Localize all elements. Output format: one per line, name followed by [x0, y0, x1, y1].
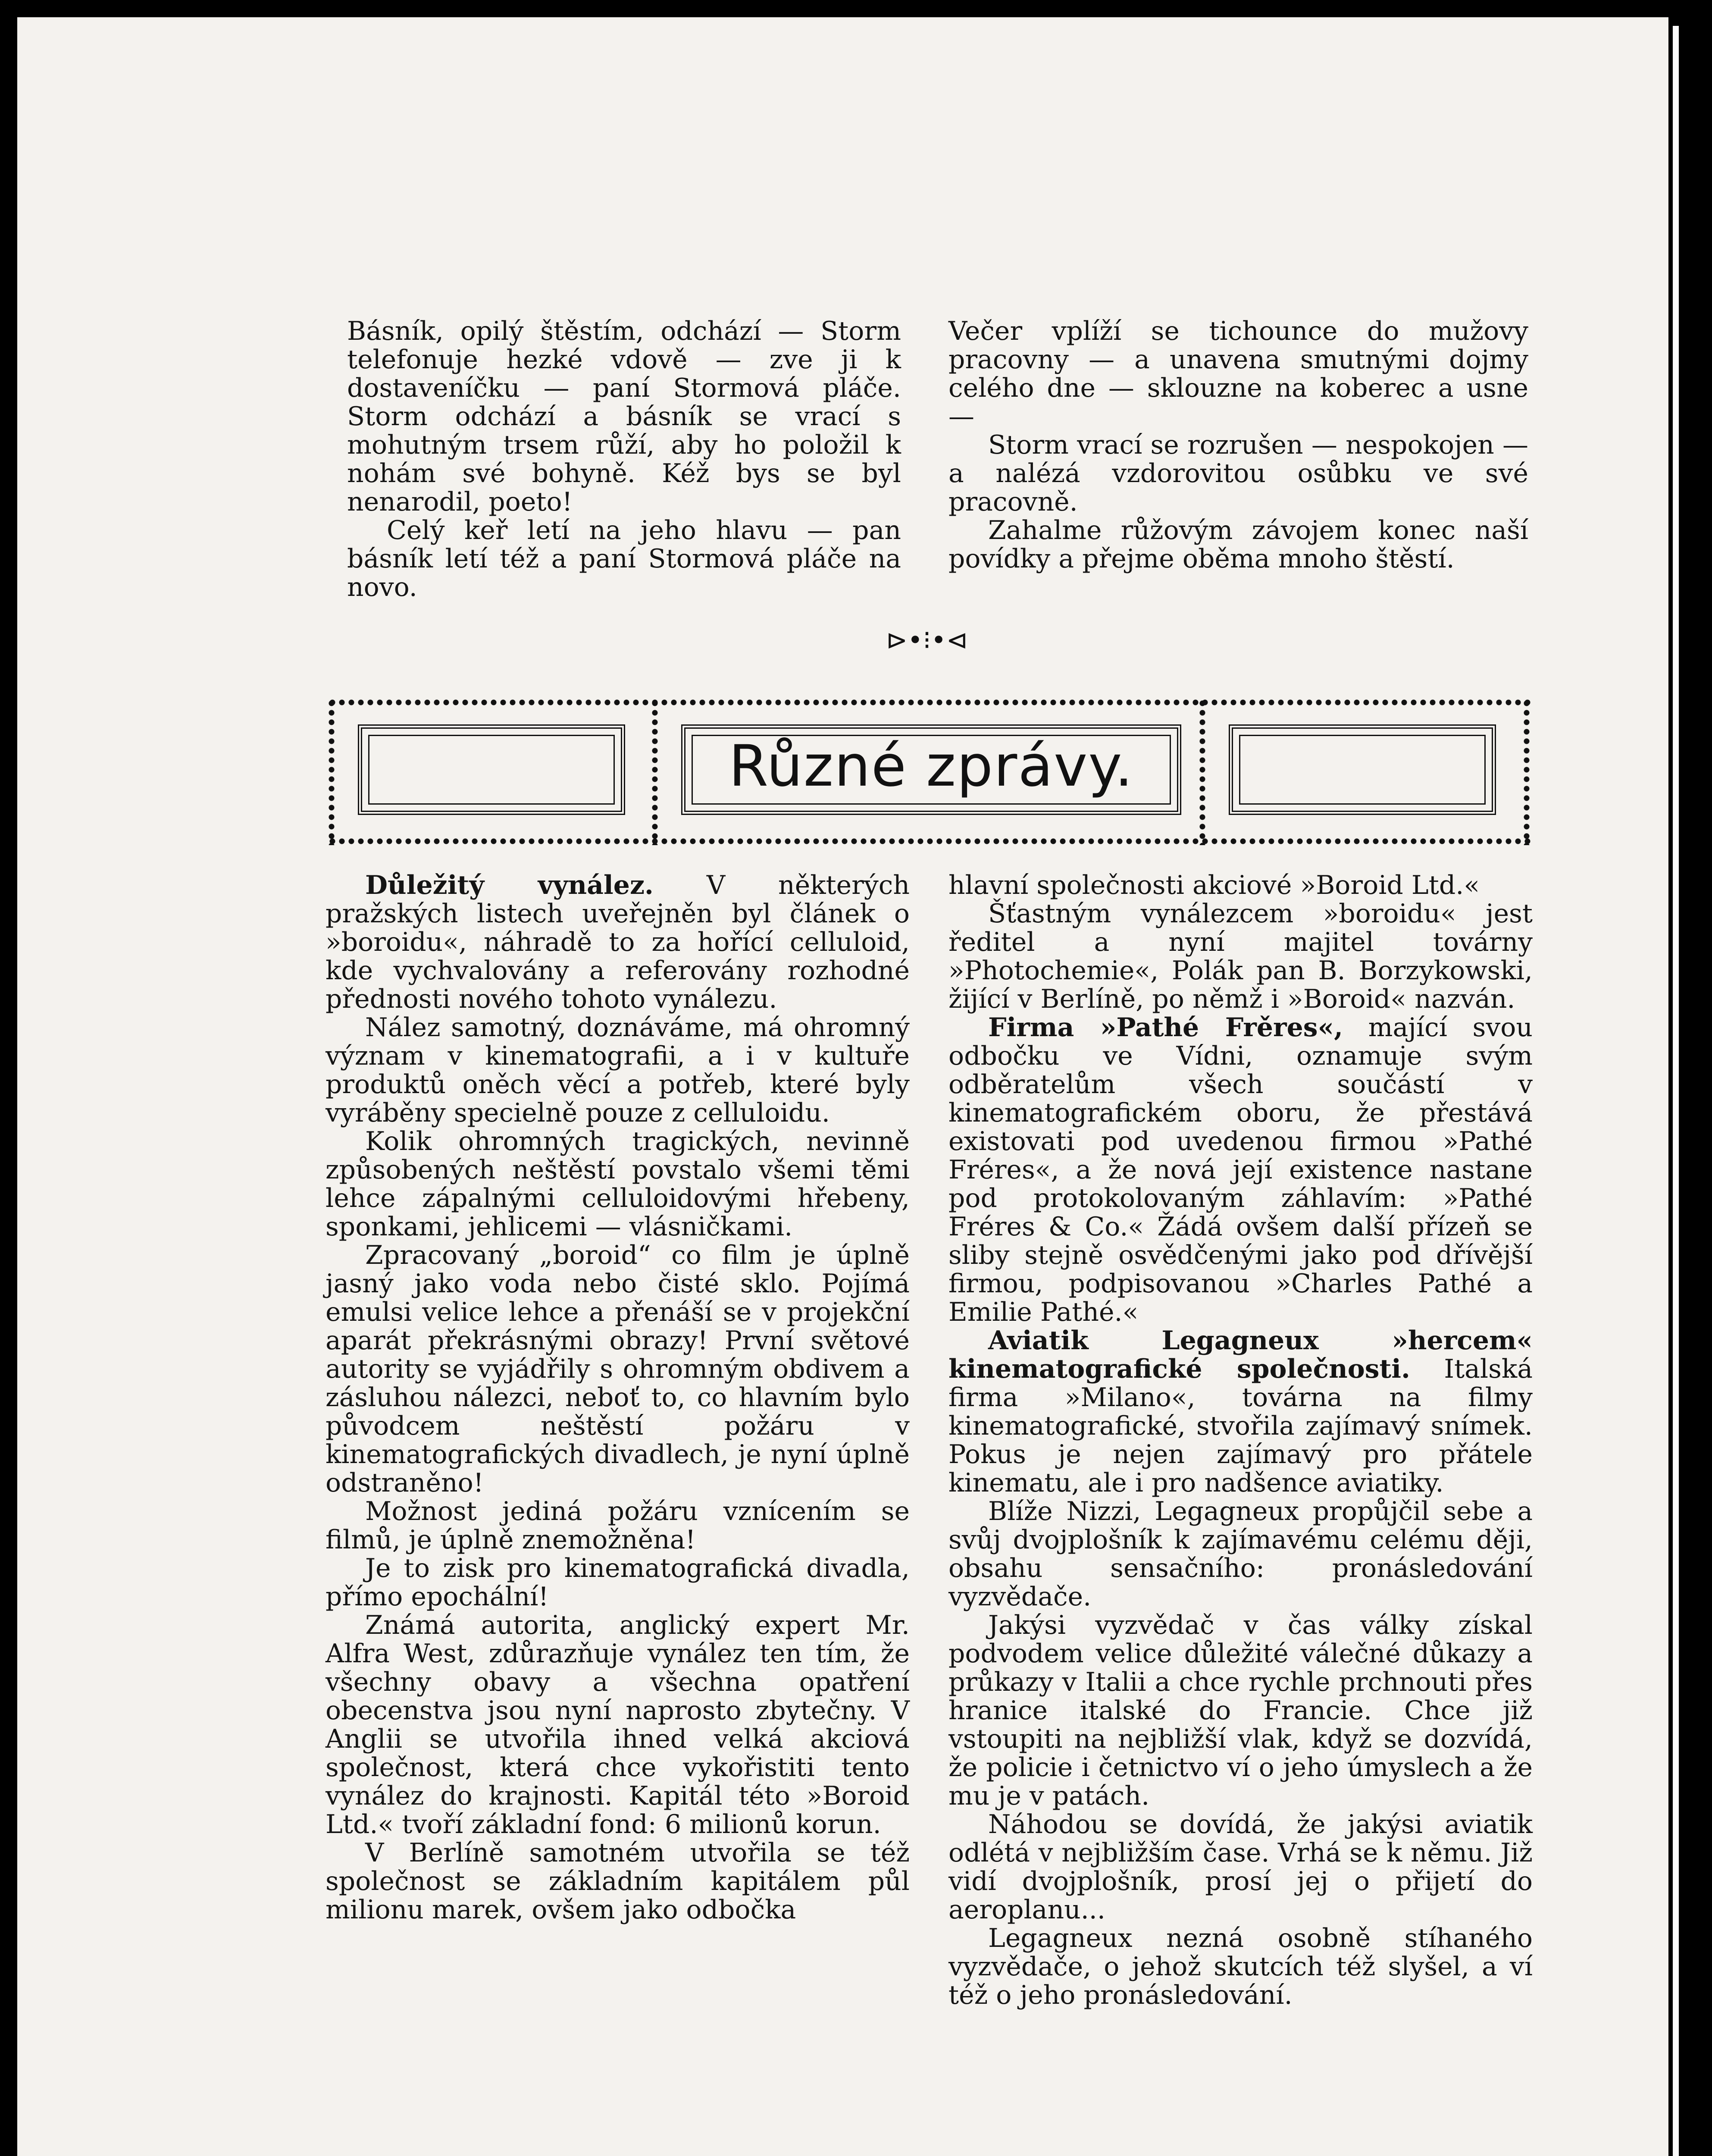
news-paragraph: Šťastným vynálezcem »boroidu« jest ředitel a nyní majitel továrny »Photochemie«, Polák pan B. Borzykowski, žijící v Berlíně, po němž i »Boroid« nazván.: [948, 899, 1533, 1014]
top-left-column: [347, 317, 901, 602]
dotted-separator-right: [1199, 699, 1206, 845]
section-header-band: [328, 699, 1530, 845]
news-paragraph: Kolik ohromných tragických, nevinně způsobených neštěstí povstalo všemi těmi lehce zápalnými celluloidovými hřebeny, sponkami, jehlicemi — vlásničkami.: [325, 1126, 910, 1242]
news-paragraph: Je to zisk pro kinematografická divadla, přímo epochální!: [325, 1553, 910, 1612]
page-edge: [1673, 26, 1679, 2156]
news-paragraph: Zpracovaný „boroid“ co film je úplně jasný jako voda nebo čisté sklo. Pojímá emulsi velice lehce a přenáší se v projekční aparát překrásnými obrazy! První světové autority se vyjádřily s ohromným obdivem a zásluhou nálezci, neboť to, co hlavním bylo původcem neštěstí požáru v kinematografických divadlech, je nyní úplně odstraněno!: [325, 1240, 910, 1498]
news-heading: Aviatik Legagneux »hercem« kinematografické společnosti.: [948, 1326, 1533, 1384]
news-continuation: hlavní společnosti akciové »Boroid Ltd.«: [948, 870, 1480, 900]
right-news-column: [948, 871, 1533, 2009]
story-paragraph: Básník, opilý štěstím, odchází — Storm telefonuje hezké vdově — zve ji k dostaveníčku — paní Stormová pláče. Storm odchází a básník se vrací s mohutným trsem růží, aby ho položil k nohám své bohyně. Kéž bys se byl nenarodil, poeto!: [347, 316, 901, 517]
news-item-legagneux: [948, 1326, 1533, 1497]
story-paragraph: Večer vplíží se tichounce do mužovy pracovny — a unavena smutnými dojmy celého dne — sklouzne na koberec a usne —: [948, 316, 1528, 432]
news-paragraph: Známá autorita, anglický expert Mr. Alfra West, zdůrazňuje vynález ten tím, že všechny obavy a všechna opatření obecenstva jsou nyní naprosto zbytečny. V Anglii se utvořila ihned velká akciová společnost, která chce vykořistiti tento vynález do krajnosti. Kapitál této »Boroid Ltd.« tvoří základní fond: 6 milionů korun.: [325, 1610, 910, 1839]
news-text: mající svou odbočku ve Vídni, oznamuje svým odběratelům všech součástí v kinematografickém oboru, že přestává existovati pod uvedenou firmou »Pathé Fréres«, a že nová její existence nastane pod protokolovaným záhlavím: »Pathé Fréres & Co.« Žádá ovšem další přízeň se sliby stejně osvědčenými jako pod dřívější firmou, podpisovanou »Charles Pathé a Emilie Pathé.«: [948, 1012, 1533, 1327]
left-news-column: [325, 871, 910, 1924]
dotted-border-bottom: [328, 837, 1530, 845]
dotted-border-left: [328, 699, 335, 845]
news-paragraph: Jakýsi vyzvědač v čas války získal podvodem velice důležité válečné důkazy a průkazy v Italii a chce rychle prchnouti přes hranice italské do Francie. Chce již vstoupiti na nejbližší vlak, když se dozvídá, že policie i četnictvo ví o jeho úmyslech a že mu je v patách.: [948, 1610, 1533, 1811]
news-heading: Firma »Pathé Frěres«,: [988, 1012, 1343, 1043]
news-paragraph: Nález samotný, doznáváme, má ohromný význam v kinematografii, a i v kultuře produktů oněch věcí a potřeb, které byly vyráběny specielně pouze z celluloidu.: [325, 1012, 910, 1128]
dotted-border-right: [1523, 699, 1530, 845]
dotted-border-top: [328, 699, 1530, 706]
news-item-pathe: [948, 1013, 1533, 1326]
news-paragraph: Možnost jediná požáru vznícením se filmů, je úplně znemožněna!: [325, 1496, 910, 1555]
news-heading: Důležitý vynález.: [365, 870, 654, 900]
empty-frame-right: [1229, 724, 1496, 815]
news-paragraph: Blíže Nizzi, Legagneux propůjčil sebe a svůj dvojplošník k zajímavému celému ději, obsahu sensačního: pronásledování vyzvědače.: [948, 1496, 1533, 1612]
story-paragraph: Zahalme růžovým závojem konec naší povídky a přejme oběma mnoho štěstí.: [948, 515, 1528, 574]
top-right-column: [948, 317, 1528, 573]
news-paragraph: V Berlíně samotném utvořila se též společnost se základním kapitálem půl milionu marek, ovšem jako odbočka: [325, 1838, 910, 1925]
empty-frame-left: [358, 724, 625, 815]
news-paragraph: Legagneux nezná osobně stíhaného vyzvědače, o jehož skutcích též slyšel, a ví též o jeho pronásledování.: [948, 1923, 1533, 2010]
divider-ornament: ⊳•⁝•⊲: [886, 625, 968, 655]
dotted-separator-left: [651, 699, 659, 845]
section-title: Různé zprávy.: [729, 733, 1134, 799]
story-paragraph: Celý keř letí na jeho hlavu — pan básník letí též a paní Stormová pláče na novo.: [347, 515, 901, 602]
news-lead-text: V některých pražských listech uveřejněn byl článek o »boroidu«, náhradě to za hořící celluloid, kde vychvalovány a referovány rozhodné přednosti nového tohoto vynálezu.: [325, 870, 910, 1014]
story-paragraph: Storm vrací se rozrušen — nespokojen — a nalézá vzdorovitou osůbku ve své pracovně.: [948, 430, 1528, 517]
news-text: Italská firma »Milano«, továrna na filmy kinematografické, stvořila zajímavý snímek. Pokus je nejen zajímavý pro přátele kinematu, ale i pro nadšence aviatiky.: [948, 1354, 1533, 1498]
news-paragraph: Náhodou se dovídá, že jakýsi aviatik odlétá v nejbližším čase. Vrhá se k němu. Již vidí dvojplošník, prosí jej o přijetí do aeroplanu...: [948, 1809, 1533, 1925]
news-item-boroid: [325, 871, 910, 1013]
